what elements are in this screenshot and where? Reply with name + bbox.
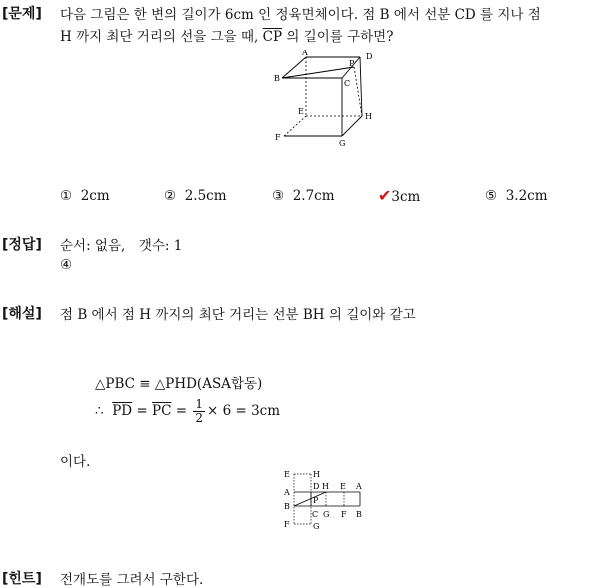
net-label-h2: H [322, 482, 329, 491]
net-label-e: E [284, 470, 290, 479]
checkmark-icon: ✔ [378, 186, 392, 205]
equation-result: ∴ $\overline{PD} = \overline{PC}$ = $\frac{1}{2}$ × 6 = 3cm [95, 397, 281, 425]
cube-label-f: F [275, 133, 281, 142]
cube-label-b: B [274, 74, 280, 83]
answer-line-1: 순서: 없음, 갯수: 1 [60, 238, 183, 254]
net-label-c: C [312, 510, 319, 519]
cube-label-h: H [365, 112, 372, 121]
choice-list [60, 188, 580, 208]
net-figure [280, 466, 370, 536]
net-label-g: G [323, 510, 330, 519]
choice-2[interactable]: ② 2.5cm [164, 188, 227, 204]
choice-1[interactable]: ① 2cm [60, 188, 110, 204]
answer-label: [정답] [2, 237, 42, 253]
choice-3[interactable]: ③ 2.7cm [272, 188, 335, 204]
net-label-f2: F [284, 520, 290, 529]
net-label-a: A [284, 488, 290, 497]
hint-label: [힌트] [2, 571, 42, 587]
hint-line-1: 전개도를 그려서 구한다. [60, 572, 204, 588]
cube-label-a: A [302, 50, 308, 57]
cube-label-e: E [298, 107, 304, 116]
net-label-b2: B [356, 510, 362, 519]
explanation-label: [해설] [2, 306, 42, 322]
net-label-g2: G [313, 522, 320, 531]
fraction-half: $\frac{1}{2}$ [195, 397, 203, 425]
net-label-f: F [341, 510, 347, 519]
net-label-a2: A [356, 482, 362, 491]
problem-line-2: H 까지 최단 거리의 선을 그을 때, $\overline{CP}$ 의 길이를 구하면? [60, 29, 394, 45]
choice-4[interactable]: ✔3cm [378, 186, 421, 205]
choice-5[interactable]: ⑤ 3.2cm [485, 188, 548, 204]
cube-label-g: G [339, 139, 346, 148]
answer-line-2: ④ [60, 257, 73, 273]
net-label-d: D [313, 482, 320, 491]
net-label-p: P [313, 496, 319, 505]
net-label-e2: E [340, 482, 346, 491]
equation-congruence: △PBC ≡ △PHD(ASA합동) [95, 376, 263, 392]
problem-label: [문제] [2, 6, 42, 22]
net-label-b: B [284, 502, 290, 511]
cube-label-c: C [344, 79, 351, 88]
net-label-h: H [313, 470, 320, 479]
explanation-line-end: 이다. [60, 454, 91, 470]
problem-line-1: 다음 그림은 한 변의 길이가 6cm 인 정육면체이다. 점 B 에서 선분 CD 를 지나 점 [60, 7, 541, 23]
cube-figure [270, 50, 380, 150]
segment-cp: $\overline{CP}$ [262, 29, 283, 45]
cube-label-d: D [366, 52, 373, 61]
cube-label-p: P [349, 59, 355, 68]
explanation-line-1: 점 B 에서 점 H 까지의 최단 거리는 선분 BH 의 길이와 같고 [60, 307, 416, 323]
